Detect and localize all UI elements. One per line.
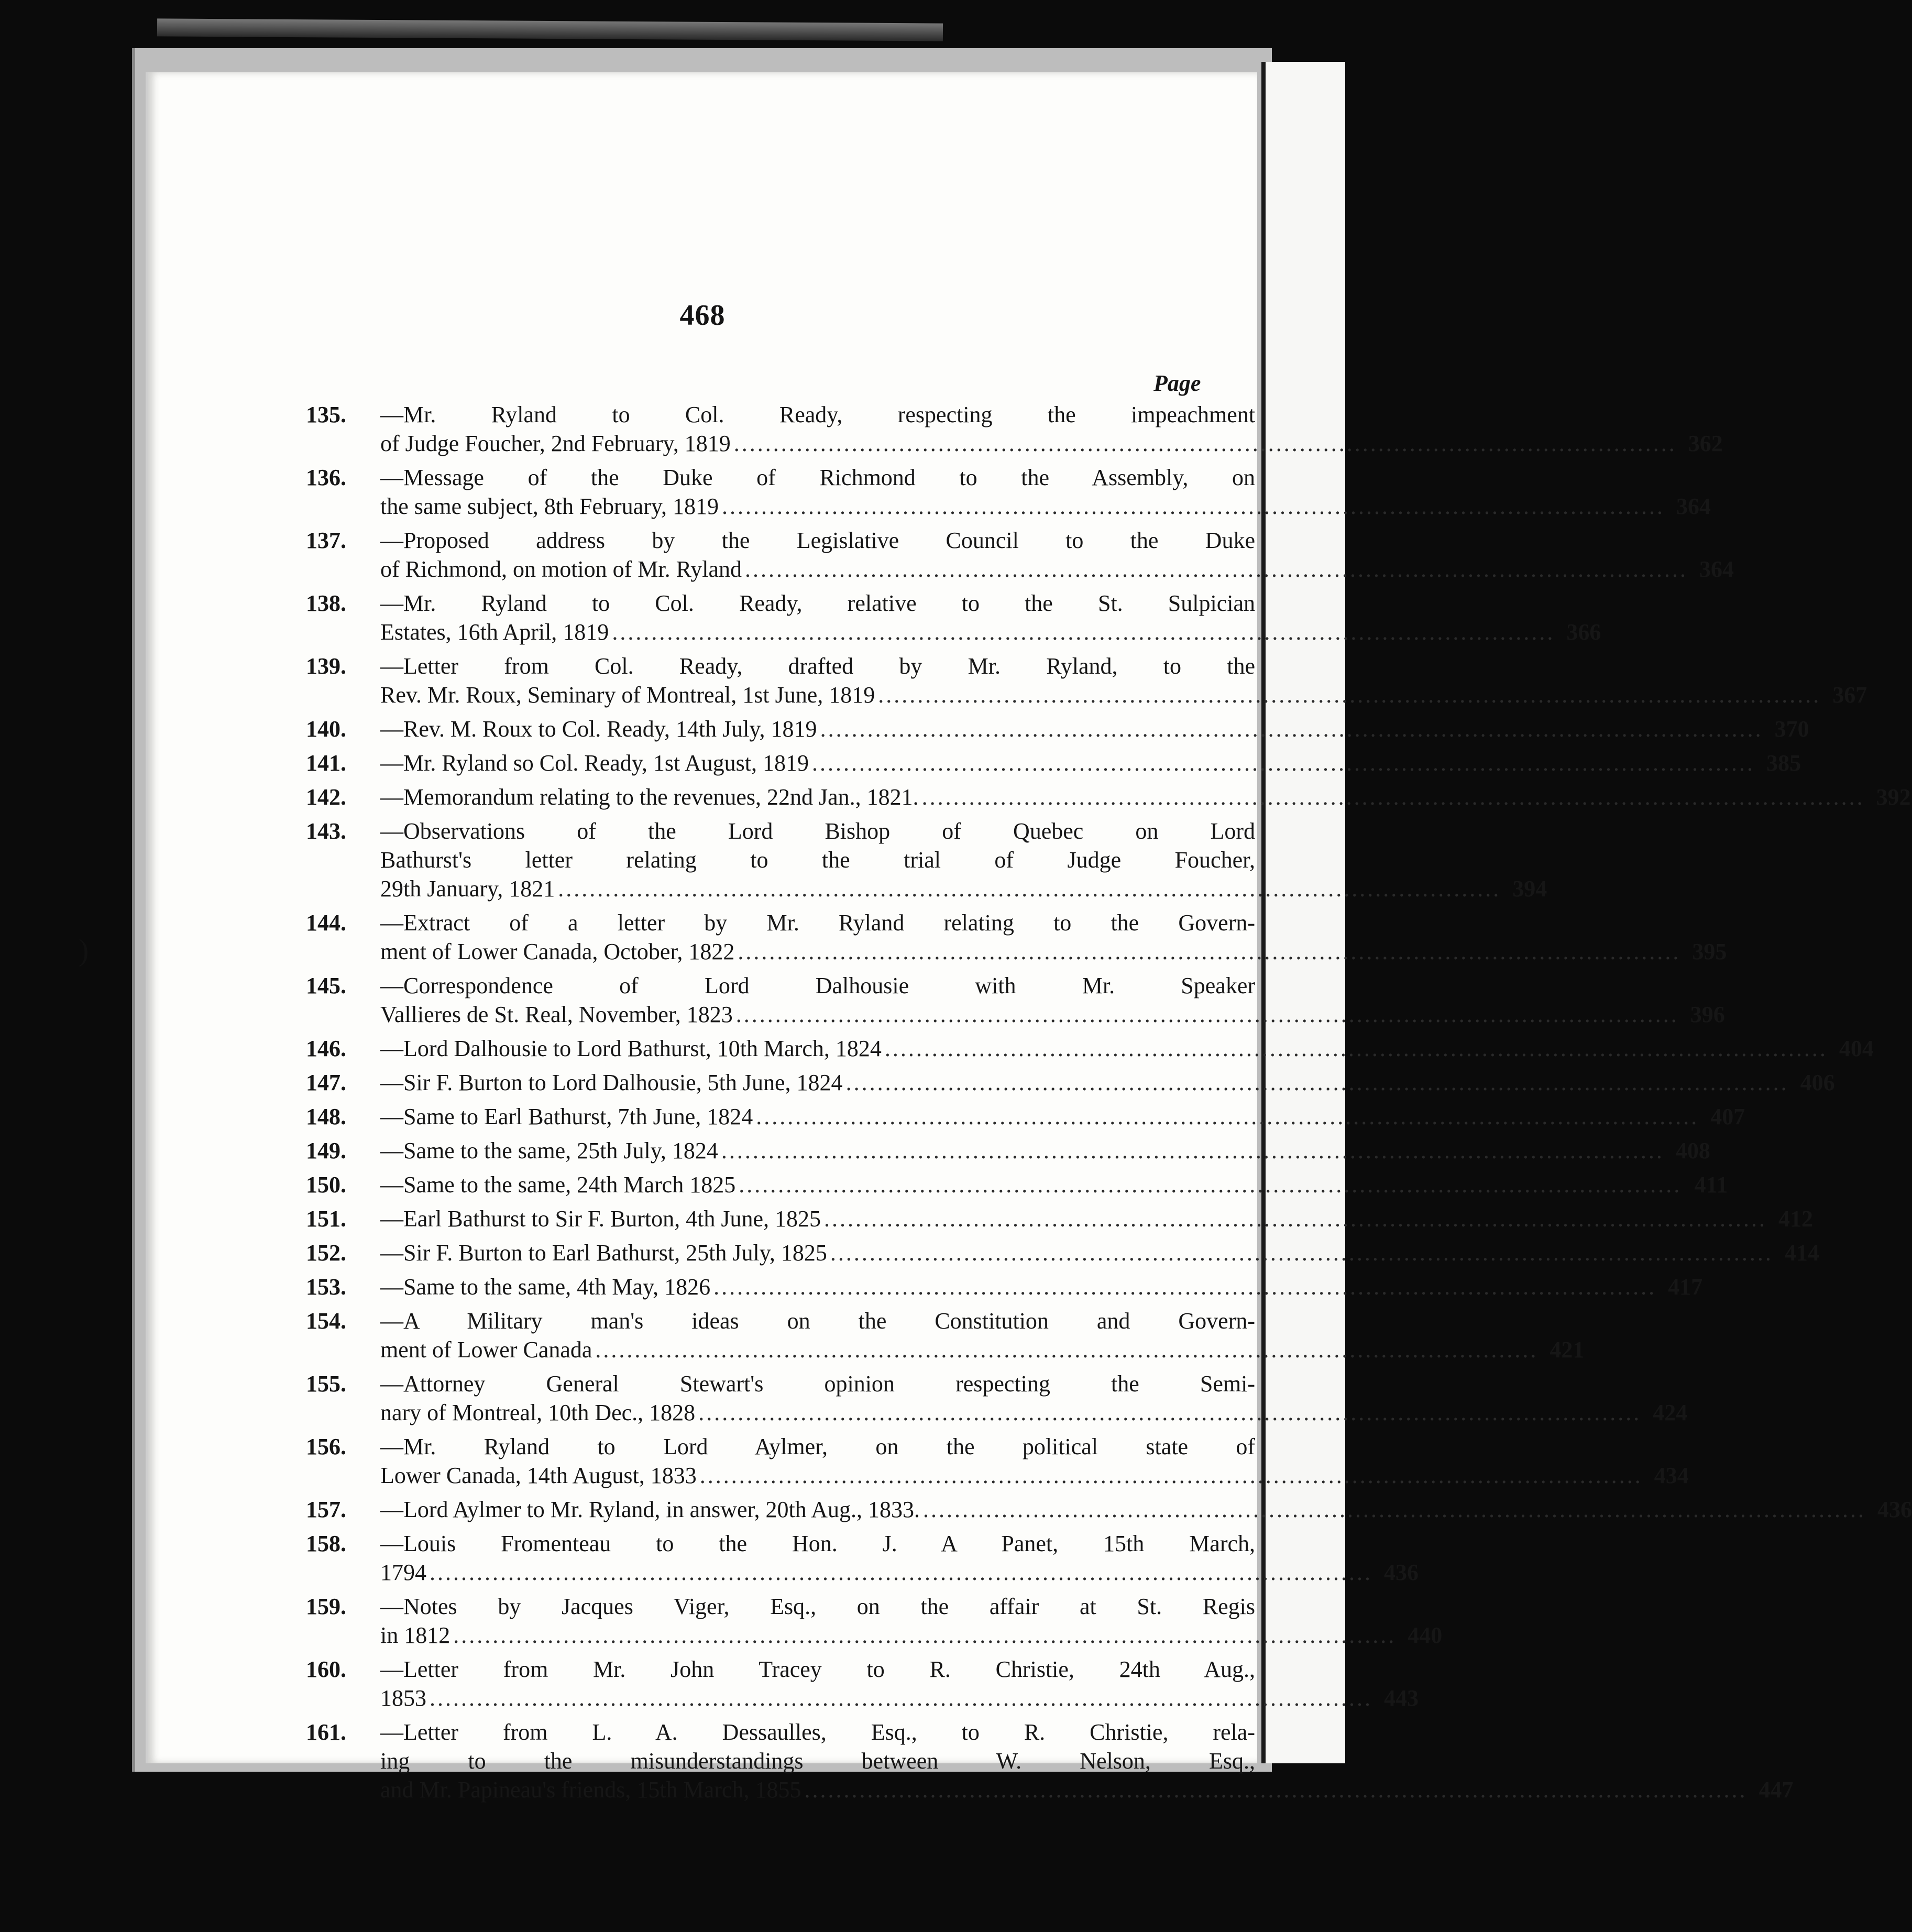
toc-line xyxy=(306,1530,1255,1559)
toc-line xyxy=(306,619,1601,647)
entry-text: —Same to the same, 24th March 1825 xyxy=(380,1172,736,1198)
entry-number: 161. xyxy=(306,1719,346,1745)
entry-page-number: 395 xyxy=(1692,939,1727,964)
toc-entry xyxy=(306,1496,1912,1525)
scan-shadow-edge xyxy=(157,18,943,41)
toc-line xyxy=(306,1069,1835,1098)
dot-leader: ........................................................................................................................ xyxy=(735,1002,1679,1027)
toc-line xyxy=(306,556,1734,585)
entry-text: the same subject, 8th February, 1819 xyxy=(380,493,719,519)
book-page xyxy=(146,72,1912,1803)
entry-text: 1794 xyxy=(380,1560,426,1585)
toc-entry xyxy=(306,1370,1688,1428)
entry-text: Rev. Mr. Roux, Seminary of Montreal, 1st June, 1819 xyxy=(380,682,875,708)
toc-line xyxy=(306,909,1255,938)
margin-mark: ) xyxy=(79,933,89,967)
entry-text: —Lord Dalhousie to Lord Bathurst, 10th March, 1824 xyxy=(380,1036,882,1061)
toc-line xyxy=(306,464,1255,493)
entry-text: —Louis Fromenteau to the Hon. J. A Panet, 15th March, xyxy=(380,1531,1255,1556)
toc-entry xyxy=(306,1274,1703,1302)
entry-page-number: 406 xyxy=(1800,1070,1835,1095)
toc-line xyxy=(306,1137,1710,1166)
entry-page-number: 436 xyxy=(1384,1560,1419,1585)
entry-number: 154. xyxy=(306,1308,346,1334)
entry-text: Lower Canada, 14th August, 1833 xyxy=(380,1463,697,1488)
entry-text: ment of Lower Canada xyxy=(380,1337,592,1363)
toc-entry xyxy=(306,401,1723,459)
entry-text: —Sir F. Burton to Earl Bathurst, 25th July, 1825 xyxy=(380,1240,827,1266)
entry-page-number: 411 xyxy=(1694,1172,1728,1198)
toc-entry xyxy=(306,1137,1710,1166)
toc-line xyxy=(306,430,1723,459)
entry-text: —Memorandum relating to the revenues, 22nd Jan., 1821. xyxy=(380,784,919,810)
page-column-header: Page xyxy=(1153,370,1201,396)
toc-line xyxy=(306,682,1867,710)
entry-text: —Attorney General Stewart's opinion respecting the Semi- xyxy=(380,1371,1255,1397)
entry-number: 145. xyxy=(306,973,346,998)
entry-text: —Mr. Ryland to Col. Ready, relative to the St. Sulpician xyxy=(380,590,1255,616)
toc-entry xyxy=(306,1656,1419,1714)
toc-line xyxy=(306,1559,1419,1588)
dot-leader: ........................................................................................................................ xyxy=(699,1463,1643,1488)
entry-number: 146. xyxy=(306,1036,346,1061)
entry-page-number: 417 xyxy=(1668,1274,1703,1300)
entry-number: 150. xyxy=(306,1172,346,1198)
dot-leader: ........................................................................................................................ xyxy=(612,619,1555,645)
entry-text: of Judge Foucher, 2nd February, 1819 xyxy=(380,431,731,456)
entry-text: —Earl Bathurst to Sir F. Burton, 4th June, 1825 xyxy=(380,1206,821,1232)
toc-line xyxy=(306,1103,1745,1132)
toc-line xyxy=(306,1274,1703,1302)
entry-text: 29th January, 1821 xyxy=(380,876,555,902)
entry-number: 148. xyxy=(306,1104,346,1129)
entry-text: —Same to Earl Bathurst, 7th June, 1824 xyxy=(380,1104,753,1129)
toc-line xyxy=(306,1593,1255,1622)
toc-entry xyxy=(306,1239,1819,1268)
dot-leader: ........................................................................................................................ xyxy=(804,1777,1748,1803)
dot-leader: ........................................................................................................................ xyxy=(923,1497,1866,1522)
toc-entry xyxy=(306,464,1711,522)
entry-number: 140. xyxy=(306,716,346,742)
entry-page-number: 364 xyxy=(1676,493,1711,519)
toc-line xyxy=(306,527,1255,556)
entry-text: Estates, 16th April, 1819 xyxy=(380,619,609,645)
toc-entry xyxy=(306,909,1727,967)
entry-page-number: 436 xyxy=(1877,1497,1912,1522)
dot-leader: ........................................................................................................................ xyxy=(878,682,1821,708)
dot-leader: ........................................................................................................................ xyxy=(713,1274,1657,1300)
entry-page-number: 440 xyxy=(1408,1622,1443,1648)
toc-line xyxy=(306,716,1809,744)
entry-number: 141. xyxy=(306,750,346,776)
entry-number: 137. xyxy=(306,528,346,553)
entry-page-number: 396 xyxy=(1690,1002,1725,1027)
toc-line xyxy=(306,938,1727,967)
toc-entry xyxy=(306,1719,1794,1805)
entry-number: 139. xyxy=(306,653,346,679)
toc-line xyxy=(306,1239,1819,1268)
toc-line xyxy=(306,1336,1585,1365)
toc-entry xyxy=(306,716,1809,744)
toc-line xyxy=(306,590,1255,619)
entry-text: —Lord Aylmer to Mr. Ryland, in answer, 20th Aug., 1833. xyxy=(380,1497,920,1522)
toc-entry xyxy=(306,1205,1814,1234)
dot-leader: ........................................................................................................................ xyxy=(595,1337,1539,1363)
entry-number: 144. xyxy=(306,910,346,936)
dot-leader: ........................................................................................................................ xyxy=(430,1560,1372,1585)
entry-number: 149. xyxy=(306,1138,346,1163)
entry-page-number: 414 xyxy=(1784,1240,1819,1266)
toc-entry xyxy=(306,1069,1835,1098)
entry-number: 152. xyxy=(306,1240,346,1266)
toc-entry xyxy=(306,1433,1689,1491)
entry-page-number: 392 xyxy=(1876,784,1911,810)
entry-text: —Message of the Duke of Richmond to the Assembly, on xyxy=(380,465,1255,490)
toc-entry xyxy=(306,653,1867,710)
entry-number: 158. xyxy=(306,1531,346,1556)
entry-number: 153. xyxy=(306,1274,346,1300)
dot-leader: ........................................................................................................................ xyxy=(811,750,1755,776)
toc-line xyxy=(306,1685,1419,1714)
dot-leader: ........................................................................................................................ xyxy=(756,1104,1699,1129)
toc-line xyxy=(306,972,1255,1001)
entry-number: 143. xyxy=(306,818,346,844)
dot-leader: ........................................................................................................................ xyxy=(820,716,1763,742)
entry-number: 160. xyxy=(306,1656,346,1682)
toc-line xyxy=(306,1719,1255,1748)
entry-text: in 1812 xyxy=(380,1622,450,1648)
entry-page-number: 370 xyxy=(1774,716,1809,742)
toc-entry xyxy=(306,1035,1874,1064)
entry-text: 1853 xyxy=(380,1685,426,1711)
toc-line xyxy=(306,818,1255,847)
dot-leader: ........................................................................................................................ xyxy=(738,939,1681,964)
entry-number: 142. xyxy=(306,784,346,810)
toc-entry xyxy=(306,1530,1419,1588)
toc-entry xyxy=(306,818,1547,904)
dot-leader: ........................................................................................................................ xyxy=(739,1172,1682,1198)
entry-text: —Letter from L. A. Dessaulles, Esq., to R. Christie, rela- xyxy=(380,1719,1255,1745)
dot-leader: ........................................................................................................................ xyxy=(745,556,1688,582)
toc-entry xyxy=(306,1593,1443,1651)
toc-line xyxy=(306,1776,1794,1805)
entry-page-number: 367 xyxy=(1832,682,1867,708)
entry-text: —Letter from Mr. John Tracey to R. Christie, 24th Aug., xyxy=(380,1656,1255,1682)
entry-page-number: 434 xyxy=(1654,1463,1689,1488)
entry-text: and Mr. Papineau's friends, 15th March, 1855 xyxy=(380,1777,801,1803)
entry-text: Bathurst's letter relating to the trial of Judge Foucher, xyxy=(380,847,1255,873)
toc-line xyxy=(306,750,1801,778)
page-number: 468 xyxy=(679,299,726,332)
toc-line xyxy=(306,1622,1443,1651)
dot-leader: ........................................................................................................................ xyxy=(698,1400,1642,1425)
entry-page-number: 394 xyxy=(1512,876,1547,902)
toc-entry xyxy=(306,1171,1728,1200)
entry-number: 136. xyxy=(306,465,346,490)
toc-entry xyxy=(306,527,1734,585)
entry-number: 138. xyxy=(306,590,346,616)
entry-text: ment of Lower Canada, October, 1822 xyxy=(380,939,735,964)
dot-leader: ........................................................................................................................ xyxy=(884,1036,1828,1061)
dot-leader: ........................................................................................................................ xyxy=(921,784,1865,810)
entry-number: 156. xyxy=(306,1434,346,1459)
dot-leader: ........................................................................................................................ xyxy=(722,493,1665,519)
entry-number: 135. xyxy=(306,402,346,427)
toc-entry xyxy=(306,972,1725,1030)
entry-text: —Observations of the Lord Bishop of Quebec on Lord xyxy=(380,818,1255,844)
toc-line xyxy=(306,875,1547,904)
entry-number: 147. xyxy=(306,1070,346,1095)
toc-entry xyxy=(306,750,1801,778)
toc-line xyxy=(306,493,1711,522)
entry-text: —Proposed address by the Legislative Council to the Duke xyxy=(380,528,1255,553)
entry-text: —Mr. Ryland so Col. Ready, 1st August, 1819 xyxy=(380,750,809,776)
toc-line xyxy=(306,401,1255,430)
dot-leader: ........................................................................................................................ xyxy=(721,1138,1664,1163)
entry-page-number: 366 xyxy=(1566,619,1601,645)
dot-leader: ........................................................................................................................ xyxy=(558,876,1501,902)
entry-text: of Richmond, on motion of Mr. Ryland xyxy=(380,556,742,582)
dot-leader: ........................................................................................................................ xyxy=(733,431,1677,456)
toc-line xyxy=(306,1748,1255,1776)
toc-line xyxy=(306,1035,1874,1064)
entry-text: ing to the misunderstandings between W. Nelson, Esq., xyxy=(380,1748,1255,1774)
dot-leader: ........................................................................................................................ xyxy=(430,1685,1372,1711)
toc-line xyxy=(306,1205,1814,1234)
toc-line xyxy=(306,784,1911,813)
dot-leader: ........................................................................................................................ xyxy=(824,1206,1767,1232)
entry-page-number: 385 xyxy=(1766,750,1801,776)
toc-line xyxy=(306,1370,1255,1399)
entry-page-number: 407 xyxy=(1710,1104,1745,1129)
entry-text: —Same to the same, 4th May, 1826 xyxy=(380,1274,711,1300)
entry-page-number: 424 xyxy=(1653,1400,1688,1425)
entry-text: —A Military man's ideas on the Constitution and Govern- xyxy=(380,1308,1255,1334)
entry-text: —Same to the same, 25th July, 1824 xyxy=(380,1138,718,1163)
entry-text: —Extract of a letter by Mr. Ryland relating to the Govern- xyxy=(380,910,1255,936)
entry-page-number: 412 xyxy=(1778,1206,1814,1232)
entry-page-number: 362 xyxy=(1688,431,1723,456)
entry-number: 151. xyxy=(306,1206,346,1232)
toc-line xyxy=(306,1308,1255,1336)
entry-text: nary of Montreal, 10th Dec., 1828 xyxy=(380,1400,696,1425)
toc-line xyxy=(306,1399,1688,1428)
entry-page-number: 404 xyxy=(1839,1036,1874,1061)
entry-page-number: 364 xyxy=(1699,556,1734,582)
toc-line xyxy=(306,1656,1255,1685)
entry-text: Vallieres de St. Real, November, 1823 xyxy=(380,1002,733,1027)
toc-line xyxy=(306,1462,1689,1491)
entry-page-number: 447 xyxy=(1759,1777,1794,1803)
toc-line xyxy=(306,847,1255,875)
entry-text: —Correspondence of Lord Dalhousie with Mr. Speaker xyxy=(380,973,1255,998)
toc-entry xyxy=(306,784,1911,813)
dot-leader: ........................................................................................................................ xyxy=(830,1240,1773,1266)
entry-text: —Mr. Ryland to Col. Ready, respecting the impeachment xyxy=(380,402,1255,427)
entry-page-number: 443 xyxy=(1384,1685,1419,1711)
toc-line xyxy=(306,653,1255,682)
entry-page-number: 421 xyxy=(1550,1337,1585,1363)
toc-line xyxy=(306,1001,1725,1030)
toc-line xyxy=(306,1171,1728,1200)
entry-number: 159. xyxy=(306,1594,346,1619)
entry-text: —Sir F. Burton to Lord Dalhousie, 5th June, 1824 xyxy=(380,1070,843,1095)
entry-text: —Notes by Jacques Viger, Esq., on the affair at St. Regis xyxy=(380,1594,1255,1619)
toc-entry xyxy=(306,590,1601,647)
toc-entry xyxy=(306,1308,1585,1365)
entry-number: 155. xyxy=(306,1371,346,1397)
entry-text: —Rev. M. Roux to Col. Ready, 14th July, 1819 xyxy=(380,716,817,742)
toc-line xyxy=(306,1433,1255,1462)
table-of-contents xyxy=(306,401,1912,1810)
entry-number: 157. xyxy=(306,1497,346,1522)
toc-line xyxy=(306,1496,1912,1525)
entry-text: —Letter from Col. Ready, drafted by Mr. Ryland, to the xyxy=(380,653,1255,679)
dot-leader: ........................................................................................................................ xyxy=(845,1070,1789,1095)
toc-entry xyxy=(306,1103,1745,1132)
dot-leader: ........................................................................................................................ xyxy=(453,1622,1397,1648)
entry-page-number: 408 xyxy=(1675,1138,1710,1163)
entry-text: —Mr. Ryland to Lord Aylmer, on the political state of xyxy=(380,1434,1255,1459)
